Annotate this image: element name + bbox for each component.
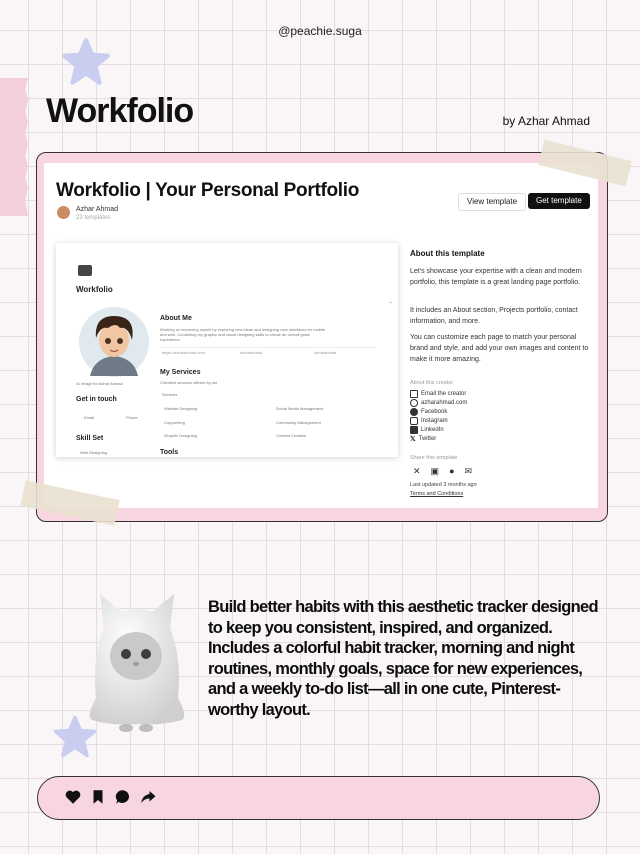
- about-template-paragraph: You can customize each page to match your personal brand and style, and add your own images and content to make it more amazing.: [410, 334, 589, 363]
- about-me-heading: About Me: [160, 315, 192, 322]
- contact-item[interactable]: Phone: [126, 415, 138, 420]
- star-decoration-icon: [60, 36, 112, 88]
- about-template-paragraph: It includes an About section, Projects portfolio, contact information, and more.: [410, 307, 578, 325]
- share-icon[interactable]: [139, 788, 157, 806]
- about-creator-heading: About this creator: [410, 380, 454, 386]
- last-updated: Last updated 3 months ago: [410, 482, 477, 488]
- facebook-icon: [410, 408, 418, 416]
- linkedin-icon[interactable]: ▣: [430, 466, 440, 476]
- services-item: Services: [162, 392, 178, 397]
- terms-link[interactable]: Terms and Conditions: [410, 491, 464, 497]
- ghost-cat-illustration: [82, 588, 192, 733]
- divider: [160, 347, 376, 348]
- portrait-credit: AI Image for Azhar Ahmad: [76, 381, 123, 386]
- avatar: [57, 206, 70, 219]
- x-icon[interactable]: ✕: [413, 466, 421, 476]
- globe-icon: [410, 399, 418, 407]
- comment-icon[interactable]: [114, 788, 132, 806]
- creator-link-instagram[interactable]: Instagram: [410, 417, 448, 425]
- creator-link-website[interactable]: azharahmad.com: [410, 399, 467, 407]
- scroll-indicator[interactable]: –: [389, 300, 393, 306]
- email-icon[interactable]: ✉: [464, 466, 473, 476]
- creator-link-linkedin[interactable]: LinkedIn: [410, 426, 444, 434]
- services-item: Social Media Management: [276, 406, 324, 411]
- services-heading: My Services: [160, 369, 201, 376]
- action-icons: [64, 788, 157, 806]
- about-template-heading: About this template: [410, 249, 485, 258]
- services-item: Community Management: [276, 420, 321, 425]
- view-template-button[interactable]: View template: [458, 193, 526, 211]
- pink-tape-decoration: [0, 78, 28, 216]
- website-link[interactable]: https://azharahmad.com: [162, 350, 205, 355]
- share-heading: Share this template: [410, 455, 458, 461]
- about-template-paragraph: Let's showcase your expertise with a clean and modern portfolio, this template is a great landing page portfolio.: [410, 268, 582, 286]
- instagram-icon: [410, 417, 418, 425]
- author-template-count: 23 templates: [76, 215, 111, 221]
- linkedin-icon: [410, 426, 418, 434]
- byline: by Azhar Ahmad: [502, 114, 590, 128]
- template-title: Workfolio | Your Personal Portfolio: [56, 180, 360, 201]
- skill-heading: Skill Set: [76, 435, 104, 442]
- get-template-button[interactable]: Get template: [528, 193, 590, 209]
- skill-item: Web Designing: [80, 450, 108, 455]
- services-item: Copywriting: [164, 420, 185, 425]
- creator-link-facebook[interactable]: Facebook: [410, 408, 447, 416]
- about-me-text: Working on improving myself by exploring new ideas and designing user interfaces for mobile and web. Combining my graphic and visual designing skills to create an overall great experience.: [160, 327, 326, 342]
- social-link[interactable]: azharahmad: [314, 350, 337, 355]
- template-preview[interactable]: [56, 243, 398, 457]
- heart-icon[interactable]: [64, 788, 82, 806]
- services-item: Content Creation: [276, 433, 307, 438]
- x-icon: 𝕏: [410, 436, 416, 443]
- creator-link-email[interactable]: Email the creator: [410, 390, 466, 398]
- creator-link-twitter[interactable]: 𝕏 Twitter: [410, 436, 437, 443]
- author-name[interactable]: Azhar Ahmad: [76, 206, 119, 213]
- social-link[interactable]: azharahmad: [240, 350, 263, 355]
- services-item: Website Designing: [164, 406, 198, 411]
- facebook-icon[interactable]: ●: [449, 466, 455, 476]
- portrait-illustration: [78, 306, 150, 378]
- preview-logo-title: Workfolio: [76, 285, 113, 294]
- description-text: Build better habits with this aesthetic tracker designed to keep you consistent, inspired, and organized. Includes a colorful habit tracker, morning and night routines, monthly goals, space for new experiences, and a weekly to-do list—all in one cute, Pinterest-worthy layout.: [208, 598, 598, 719]
- contact-item[interactable]: Email: [84, 415, 95, 420]
- share-icons: [413, 466, 472, 477]
- bookmark-icon[interactable]: [89, 788, 107, 806]
- handle-text: @peachie.suga: [278, 24, 362, 38]
- contact-heading: Get in touch: [76, 396, 117, 403]
- services-item: Graphic Designing: [164, 433, 197, 438]
- page-title: Workfolio: [46, 92, 194, 130]
- mail-icon: [410, 390, 418, 398]
- briefcase-icon: [78, 265, 92, 276]
- services-subtitle: Checklist services offered by me: [160, 380, 218, 385]
- tools-heading: Tools: [160, 449, 179, 456]
